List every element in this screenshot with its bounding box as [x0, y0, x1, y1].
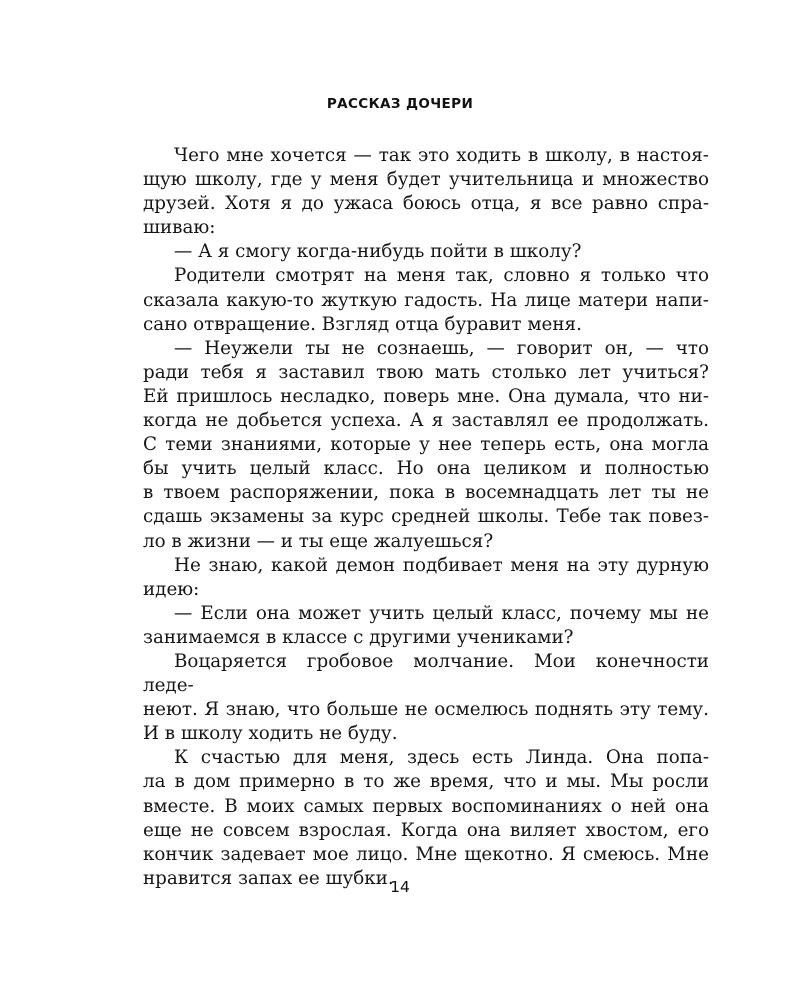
body-text — [143, 144, 709, 891]
text-line: нравится запах ее шубки. — [143, 867, 394, 889]
page-number: 14 — [390, 878, 410, 896]
text-line: занимаемся в классе с другими учениками? — [143, 626, 574, 648]
text-line: С теми знаниями, которые у нее теперь есть, она могла — [143, 434, 709, 456]
text-line: Воцаряется гробовое молчание. Мои конечности леде- — [143, 650, 709, 697]
text-line: вместе. В моих самых первых воспоминаниях о ней она — [143, 795, 709, 817]
text-line: идею: — [143, 578, 200, 600]
text-line: еще не совсем взрослая. Когда она виляет хвостом, его — [143, 819, 709, 841]
text-line: ло в жизни — и ты еще жалуешься? — [143, 530, 494, 552]
text-line: Ей пришлось несладко, поверь мне. Она думала, что ни- — [143, 385, 709, 407]
text-line: шиваю: — [143, 217, 216, 239]
text-line: Чего мне хочется — так это ходить в школу, в настоя- — [174, 145, 709, 166]
text-line: — Неужели ты не сознаешь, — говорит он, — что — [174, 337, 709, 359]
text-line: неют. Я знаю, что больше не осмелюсь поднять эту тему. — [143, 699, 709, 721]
text-line: друзей. Хотя я до ужаса боюсь отца, я все равно спра- — [143, 193, 709, 215]
text-line: ла в дом примерно в то же время, что и мы. Мы росли — [143, 771, 709, 793]
text-line: щую школу, где у меня будет учительница и множество — [143, 169, 709, 191]
text-line: в твоем распоряжении, пока в восемнадцать лет ты не — [143, 482, 709, 504]
text-line: Родители смотрят на меня так, словно я только что — [174, 265, 709, 287]
text-line: Не знаю, какой демон подбивает меня на эту дурную — [174, 554, 709, 576]
text-line: ради тебя я заставил твою мать столько лет учиться? — [143, 361, 709, 383]
text-line: — А я смогу когда-нибудь пойти в школу? — [174, 241, 582, 263]
text-line: когда не добьется успеха. А я заставлял ее продолжать. — [143, 410, 709, 432]
text-line: — Если она может учить целый класс, почему мы не — [174, 602, 709, 624]
text-line: бы учить целый класс. Но она целиком и полностью — [143, 458, 709, 480]
running-head: РАССКАЗ ДОЧЕРИ — [326, 96, 474, 112]
text-line: сдашь экзамены за курс средней школы. Тебе так повез- — [143, 506, 709, 528]
text-line: И в школу ходить не буду. — [143, 723, 398, 745]
text-line: К счастью для меня, здесь есть Линда. Она попа- — [174, 747, 709, 769]
text-line: сказала какую-то жуткую гадость. На лице матери напи- — [143, 289, 709, 311]
text-line: кончик задевает мое лицо. Мне щекотно. Я смеюсь. Мне — [143, 843, 709, 865]
text-line: сано отвращение. Взгляд отца буравит меня. — [143, 313, 582, 335]
